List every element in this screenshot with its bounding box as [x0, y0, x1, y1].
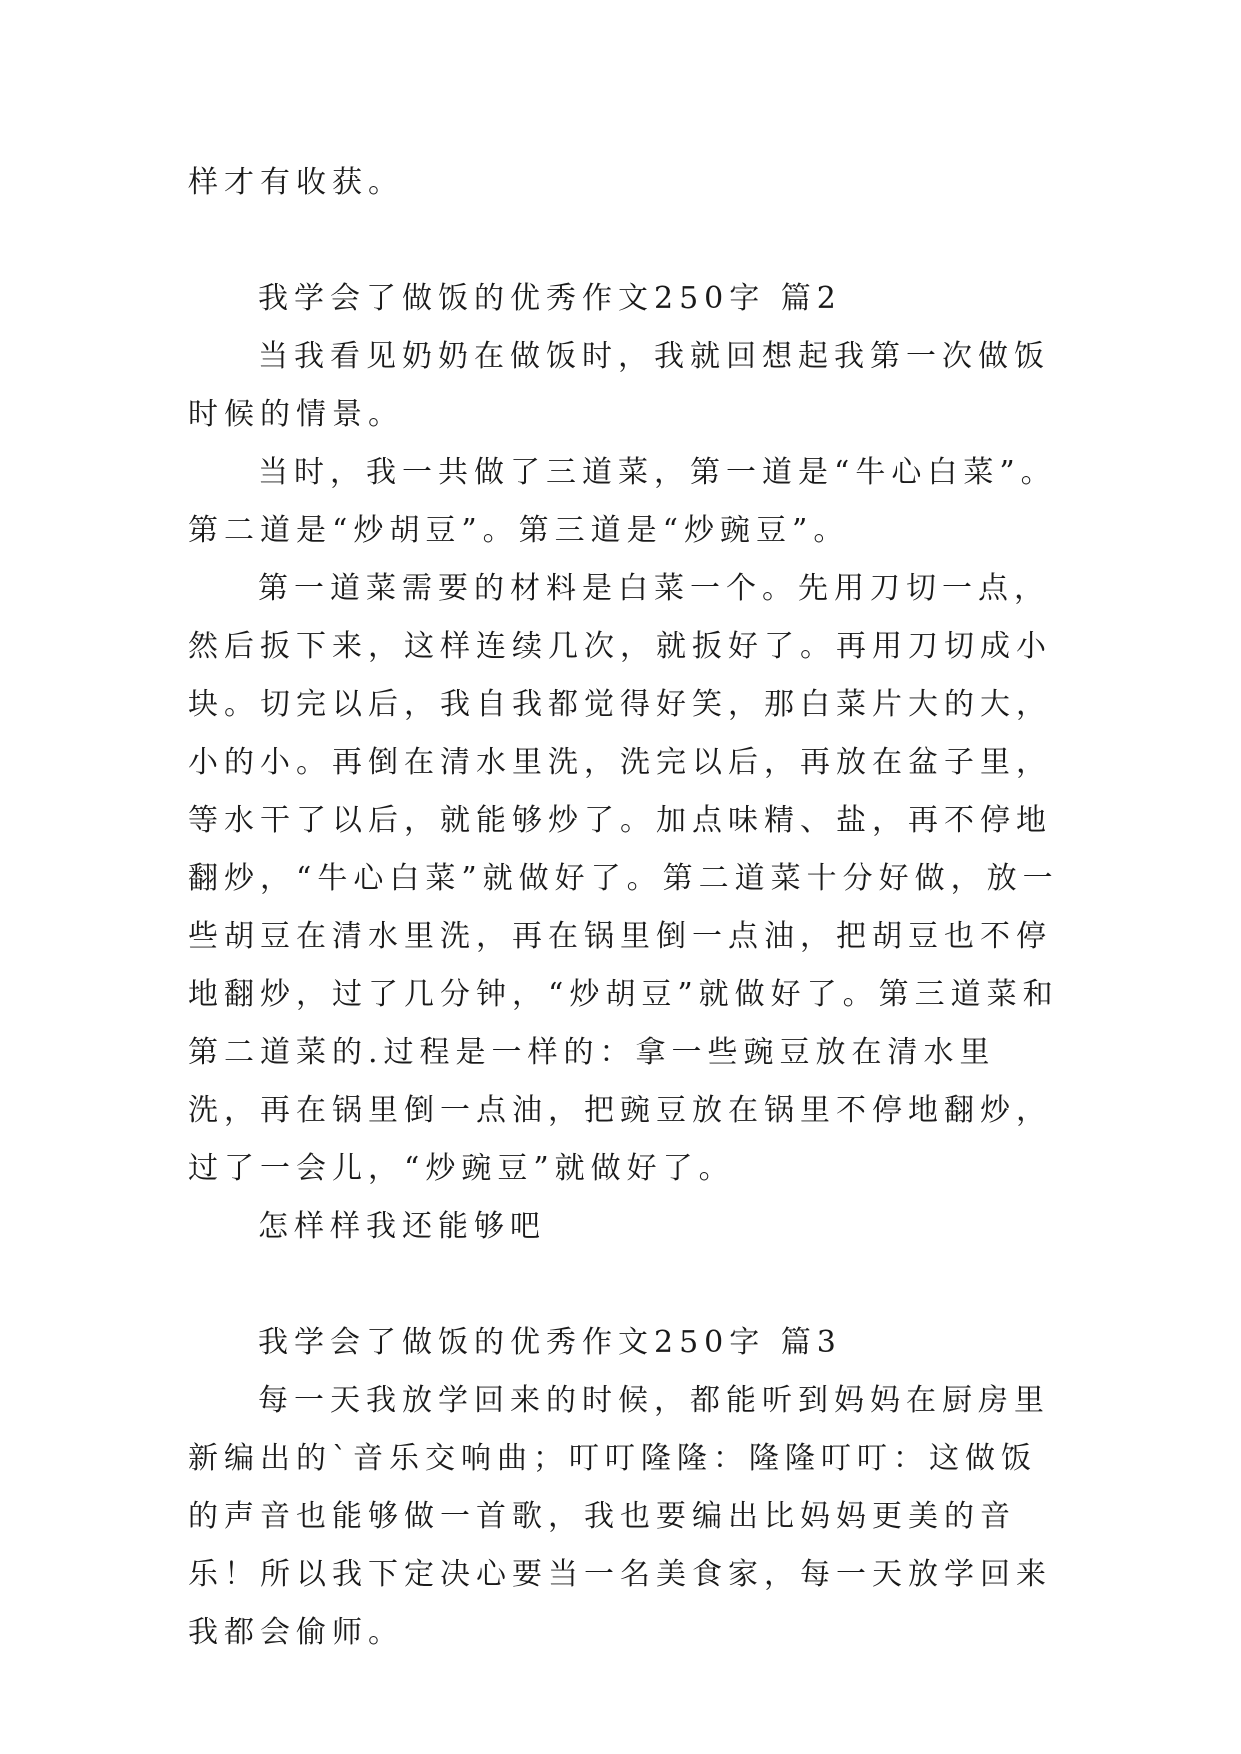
section-heading-3: 我学会了做饭的优秀作文250字 篇3 — [258, 1325, 842, 1360]
paragraph: 每一天我放学回来的时候，都能听到妈妈在厨房里新编出的`音乐交响曲；叮叮隆隆：隆隆叮叮：这做饭的声音也能够做一首歌，我也要编出比妈妈更美的音乐！所以我下定决心要当一名美食家，每一天放学回来我都会偷师。 — [188, 1383, 1052, 1650]
section-spacer — [188, 1256, 1064, 1314]
paragraph: 当我看见奶奶在做饭时，我就回想起我第一次做饭时候的情景。 — [188, 339, 1050, 432]
section-heading-2: 我学会了做饭的优秀作文250字 篇2 — [258, 281, 842, 316]
essay-body — [188, 154, 1064, 1662]
paragraph: 第一道菜需要的材料是白菜一个。先用刀切一点，然后扳下来，这样连续几次，就扳好了。再用刀切成小块。切完以后，我自我都觉得好笑，那白菜片大的大，小的小。再倒在清水里洗，洗完以后，再放在盆子里，等水干了以后，就能够炒了。加点味精、盐，再不停地翻炒，“牛心白菜”就做好了。第二道菜十分好做，放一些胡豆在清水里洗，再在锅里倒一点油，把胡豆也不停地翻炒，过了几分钟，“炒胡豆”就做好了。第三道菜和第二道菜的.过程是一样的：拿一些豌豆放在清水里洗，再在锅里倒一点油，把豌豆放在锅里不停地翻炒，过了一会儿，“炒豌豆”就做好了。 — [188, 571, 1059, 1186]
paragraph: 当时，我一共做了三道菜，第一道是“牛心白菜”。第二道是“炒胡豆”。第三道是“炒豌豆”。 — [188, 455, 1057, 548]
paragraph: 怎样样我还能够吧 — [258, 1209, 546, 1244]
continuation-text: 样才有收获。 — [188, 165, 404, 200]
section-spacer — [188, 212, 1064, 270]
